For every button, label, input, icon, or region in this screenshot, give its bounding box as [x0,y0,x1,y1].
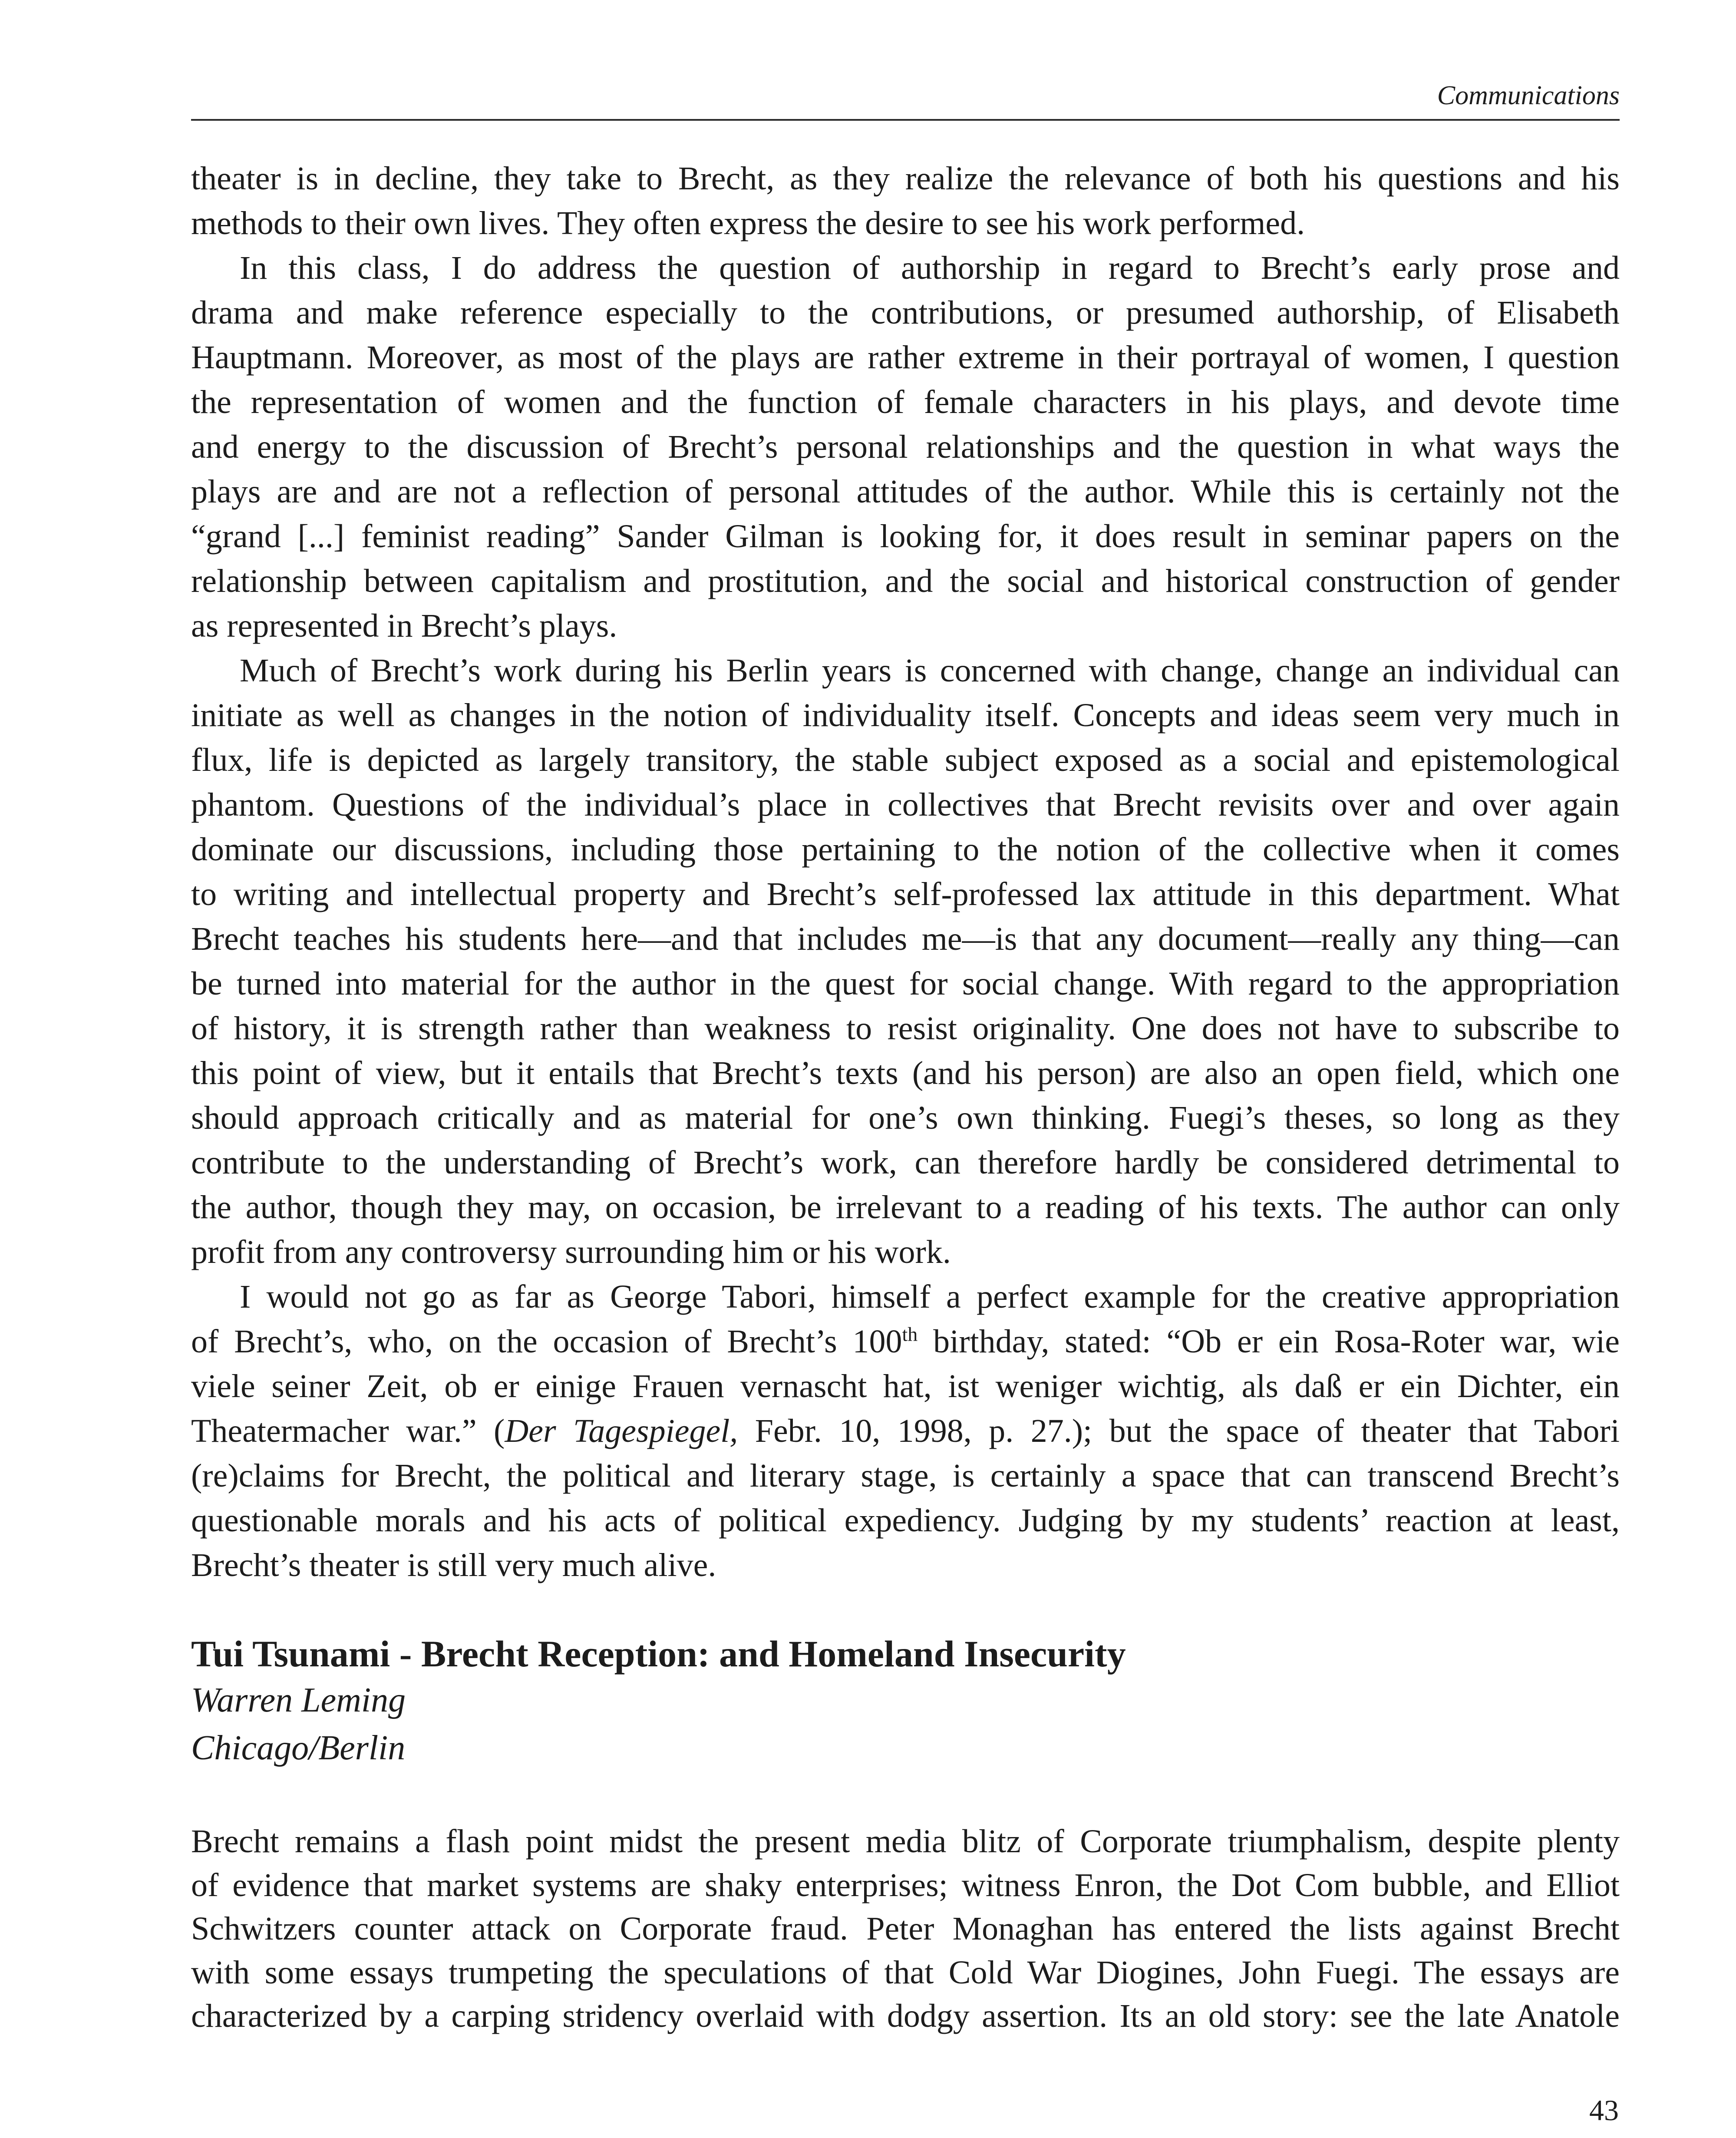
text-line: Schwitzers counter attack on Corporate fraud. Peter Monaghan has entered the lists against Brecht [191,1910,1620,1947]
text-line: (re)claims for Brecht, the political and literary stage, is certainly a space that can transcend Brecht’s [191,1457,1620,1494]
text-line: questionable morals and his acts of political expediency. Judging by my students’ reaction at least, [191,1502,1620,1539]
text-line: “grand [...] feminist reading” Sander Gilman is looking for, it does result in seminar papers on the [191,518,1620,555]
text-line: viele seiner Zeit, ob er einige Frauen vernascht hat, ist weniger wichtig, als daß er ein Dichter, ein [191,1368,1620,1404]
page-number: 43 [1589,2094,1619,2127]
text-line: flux, life is depicted as largely transitory, the stable subject exposed as a social and epistemological [191,742,1620,778]
article-title: Tui Tsunami - Brecht Reception: and Homeland Insecurity [191,1633,1126,1675]
text-line: Hauptmann. Moreover, as most of the plays are rather extreme in their portrayal of women, I question [191,339,1620,376]
text-line: I would not go as far as George Tabori, himself a perfect example for the creative appropriation [240,1279,1620,1315]
text-line: profit from any controversy surrounding him or his work. [191,1234,951,1270]
text-span: of Brecht’s, who, on the occasion of Brecht’s 100 [191,1323,902,1360]
text-line: the author, though they may, on occasion, be irrelevant to a reading of his texts. The author can only [191,1189,1620,1226]
text-span: birthday, stated: “Ob er ein Rosa-Roter war, wie [918,1323,1620,1360]
text-line: of evidence that market systems are shaky enterprises; witness Enron, the Dot Com bubble, and Elliot [191,1867,1620,1903]
text-line: and energy to the discussion of Brecht’s personal relationships and the question in what ways the [191,429,1620,465]
header-rule [191,119,1620,121]
text-line: dominate our discussions, including those pertaining to the notion of the collective when it comes [191,831,1620,868]
text-line: plays are and are not a reflection of personal attitudes of the author. While this is certainly not the [191,473,1620,510]
text-line: methods to their own lives. They often express the desire to see his work performed. [191,205,1305,241]
text-line: the representation of women and the function of female characters in his plays, and devote time [191,384,1620,420]
text-line: Much of Brecht’s work during his Berlin years is concerned with change, change an individual can [240,652,1620,689]
article-body [191,1820,1620,2038]
text-line: theater is in decline, they take to Brecht, as they realize the relevance of both his questions and his [191,160,1620,197]
text-line: be turned into material for the author in the quest for social change. With regard to the appropriation [191,965,1620,1002]
text-line: Brecht teaches his students here—and that includes me—is that any document—really any thing—can [191,921,1620,957]
text-line: initiate as well as changes in the notion of individuality itself. Concepts and ideas seem very much in [191,697,1620,734]
running-header: Communications [1437,81,1620,110]
text-line [191,1319,1620,1364]
text-line: Brecht’s theater is still very much alive. [191,1547,716,1583]
text-line: to writing and intellectual property and Brecht’s self-professed lax attitude in this department. What [191,876,1620,912]
text-line: relationship between capitalism and prostitution, and the social and historical construction of gender [191,563,1620,599]
text-line: characterized by a carping stridency overlaid with dodgy assertion. Its an old story: see the late Anatole [191,1998,1620,2034]
text-span: Febr. 10, 1998, p. 27.); but the space of theater that Tabori [738,1413,1620,1449]
body-text-continued [191,156,1620,1588]
text-line: phantom. Questions of the individual’s place in collectives that Brecht revisits over and over again [191,786,1620,823]
italic-title: Der Tagespiegel, [505,1413,738,1449]
article-author: Warren Leming [191,1681,406,1719]
text-line: of history, it is strength rather than weakness to resist originality. One does not have to subscribe to [191,1010,1620,1047]
text-line: should approach critically and as material for one’s own thinking. Fuegi’s theses, so long as they [191,1100,1620,1136]
text-span: Theatermacher war.” ( [191,1413,505,1449]
article-location: Chicago/Berlin [191,1729,406,1767]
text-line: as represented in Brecht’s plays. [191,608,617,644]
text-line: drama and make reference especially to the contributions, or presumed authorship, of Elisabeth [191,294,1620,331]
text-line: Brecht remains a flash point midst the present media blitz of Corporate triumphalism, despite plenty [191,1823,1620,1860]
text-line [191,1409,1620,1454]
text-line: contribute to the understanding of Brecht’s work, can therefore hardly be considered detrimental to [191,1144,1620,1181]
text-line: In this class, I do address the question of authorship in regard to Brecht’s early prose and [240,250,1620,286]
text-line: this point of view, but it entails that Brecht’s texts (and his person) are also an open field, which one [191,1055,1620,1091]
superscript: th [902,1323,918,1345]
text-line: with some essays trumpeting the speculations of that Cold War Diogines, John Fuegi. The essays are [191,1954,1620,1991]
